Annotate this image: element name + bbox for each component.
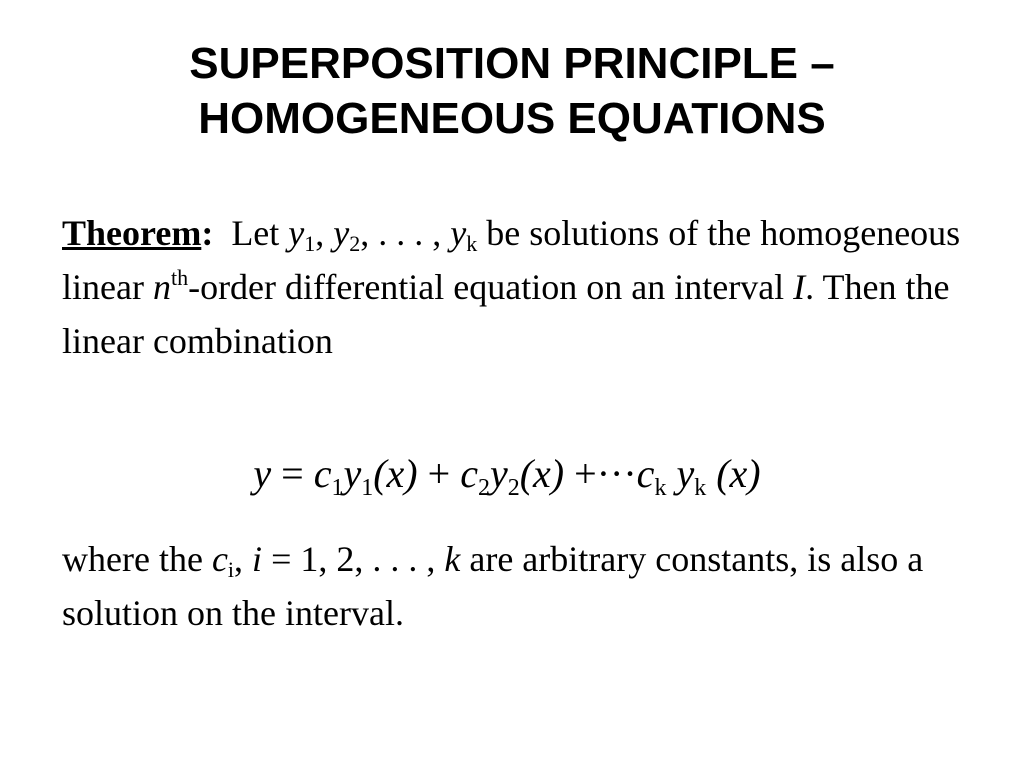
theorem-paragraph xyxy=(62,206,962,368)
eq-c: c xyxy=(313,451,332,496)
eq-sub: k xyxy=(694,475,707,501)
theorem-colon: : xyxy=(201,213,214,253)
slide-title xyxy=(0,36,1024,146)
eq-paren-x: (x) xyxy=(716,451,761,496)
comma: , xyxy=(234,539,244,579)
n-symbol: n xyxy=(152,267,171,307)
eq-y: y xyxy=(676,451,695,496)
i-symbol: i xyxy=(252,539,263,579)
comma: , xyxy=(315,213,325,253)
eq-sub: 1 xyxy=(361,475,374,501)
then-text: . Then the linear combination xyxy=(62,267,950,361)
eq-y: y xyxy=(489,451,508,496)
eq-sub: 1 xyxy=(331,475,344,501)
eq-plus: + xyxy=(574,451,597,496)
equals-list: = 1, 2, . . . , xyxy=(271,539,436,579)
ellipsis: , . . . , xyxy=(360,213,442,253)
eq-c: c xyxy=(636,451,655,496)
eq-sub: 2 xyxy=(507,475,520,501)
k-symbol: k xyxy=(444,539,461,579)
subscript-1: 1 xyxy=(304,231,316,256)
y-symbol: y xyxy=(450,213,467,253)
where-paragraph xyxy=(62,532,962,640)
eq-y: y xyxy=(253,451,272,496)
eq-c: c xyxy=(460,451,478,496)
y-symbol: y xyxy=(288,213,305,253)
c-symbol: c xyxy=(211,539,228,579)
linear-combination-equation xyxy=(0,446,1014,502)
subscript-k: k xyxy=(466,231,478,256)
eq-sub: 2 xyxy=(477,475,490,501)
where-the-text: where the xyxy=(62,539,203,579)
title-line-2: HOMOGENEOUS EQUATIONS xyxy=(198,94,826,143)
subscript-i: i xyxy=(227,557,235,582)
theorem-label: Theorem xyxy=(62,213,202,253)
th-superscript: th xyxy=(170,265,189,290)
be-solutions-text: be solutions of the homogeneous linear xyxy=(62,213,961,307)
y-symbol: y xyxy=(333,213,350,253)
order-text: -order differential equation on an interval xyxy=(188,267,785,307)
eq-paren-x: (x) xyxy=(519,451,565,496)
eq-y: y xyxy=(343,451,362,496)
subscript-2: 2 xyxy=(349,231,361,256)
where-rest-text: are arbitrary constants, is also a solution on the interval. xyxy=(62,539,924,633)
eq-equals: = xyxy=(281,451,304,496)
eq-paren-x: (x) xyxy=(373,451,418,496)
interval-symbol: I xyxy=(793,267,806,307)
let-word: Let xyxy=(231,213,280,253)
eq-plus: + xyxy=(427,451,451,496)
title-line-1: SUPERPOSITION PRINCIPLE – xyxy=(189,39,835,88)
eq-sub: k xyxy=(654,475,667,501)
eq-cdots: ··· xyxy=(596,451,637,496)
